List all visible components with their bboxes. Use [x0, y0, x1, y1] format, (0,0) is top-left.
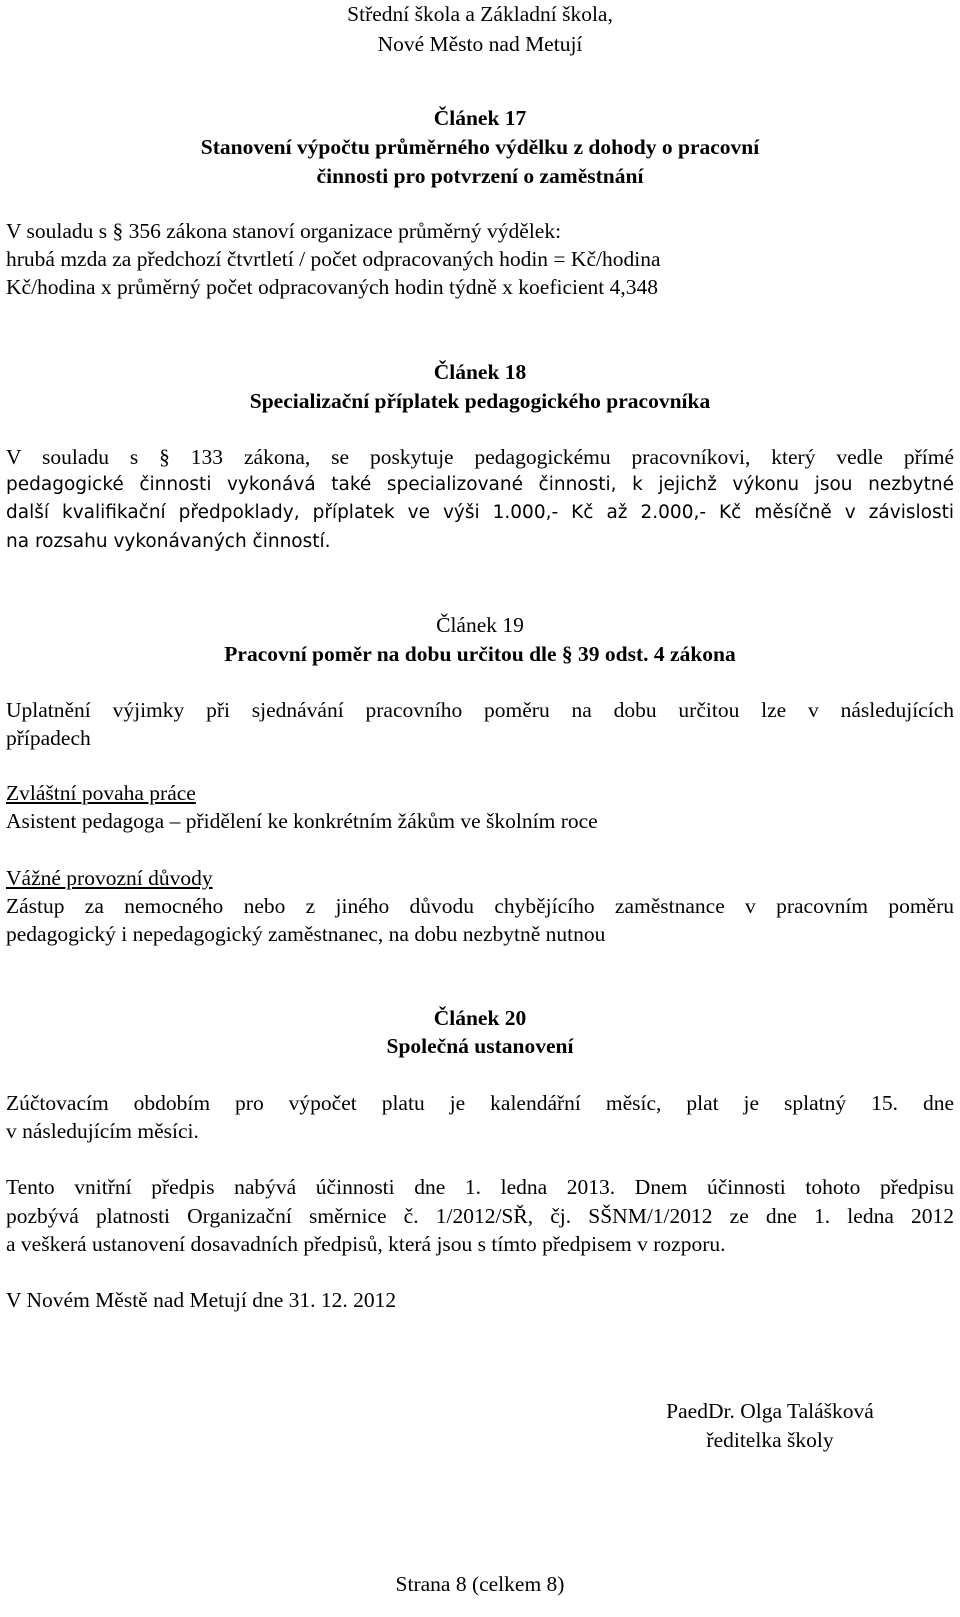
- article-18-text-line: pedagogické činnosti vykonává také specializované činnosti, k jejichž výkonu jsou nezbytné: [6, 474, 954, 495]
- place-and-date: V Novém Městě nad Metují dne 31. 12. 2012: [6, 1288, 397, 1312]
- article-18-text-line: V souladu s § 133 zákona, se poskytuje pedagogickému pracovníkovi, který vedle přímé: [6, 445, 954, 469]
- article-17-subtitle: Stanovení výpočtu průměrného výdělku z dohody o pracovní: [200, 135, 760, 159]
- article-20-text-line: Tento vnitřní předpis nabývá účinnosti dne 1. ledna 2013. Dnem účinnosti tohoto předpisu: [6, 1175, 954, 1199]
- page-footer: Strana 8 (celkem 8): [395, 1572, 565, 1596]
- article-20-text-line: Zúčtovacím obdobím pro výpočet platu je kalendářní měsíc, plat je splatný 15. dne: [6, 1091, 954, 1115]
- article-17-title: Článek 17: [433, 106, 527, 130]
- article-19-intro-line: Uplatnění výjimky při sjednávání pracovního poměru na dobu určitou lze v následujících: [6, 698, 954, 722]
- article-19-text-line: Zástup za nemocného nebo z jiného důvodu chybějícího zaměstnance v pracovním poměru: [6, 894, 954, 918]
- article-19-title: Článek 19: [436, 613, 524, 637]
- article-20-text-line: v následujícím měsíci.: [6, 1119, 199, 1143]
- header-school-name: Střední škola a Základní škola,: [347, 2, 613, 26]
- article-19-heading-special-nature: Zvláštní povaha práce: [6, 781, 196, 805]
- article-20-title: Článek 20: [433, 1006, 527, 1030]
- article-17-text-line: Kč/hodina x průměrný počet odpracovaných hodin týdně x koeficient 4,348: [6, 275, 658, 299]
- article-20-text-line: pozbývá platnosti Organizační směrnice č. 1/2012/SŘ, čj. SŠNM/1/2012 ze dne 1. ledna 2012: [6, 1204, 954, 1228]
- article-17-subtitle-cont: činnosti pro potvrzení o zaměstnání: [316, 164, 644, 188]
- article-20-text-line: a veškerá ustanovení dosavadních předpisů, která jsou s tímto předpisem v rozporu.: [6, 1232, 726, 1256]
- article-19-text-line: pedagogický i nepedagogický zaměstnanec, na dobu nezbytně nutnou: [6, 922, 606, 946]
- article-19-text-line: Asistent pedagoga – přidělení ke konkrétním žákům ve školním roce: [6, 809, 598, 833]
- article-19-subtitle: Pracovní poměr na dobu určitou dle § 39 odst. 4 zákona: [224, 642, 736, 666]
- article-20-subtitle: Společná ustanovení: [386, 1034, 574, 1058]
- header-school-town: Nové Město nad Metují: [377, 32, 583, 56]
- signature-role: ředitelka školy: [706, 1428, 834, 1452]
- article-18-text-line: další kvalifikační předpoklady, příplatek ve výši 1.000,- Kč až 2.000,- Kč měsíčně v závislosti: [6, 502, 954, 523]
- article-19-intro-line: případech: [6, 726, 91, 750]
- article-19-heading-operational-reasons: Vážné provozní důvody: [6, 866, 213, 890]
- article-17-text-line: V souladu s § 356 zákona stanoví organizace průměrný výdělek:: [6, 219, 562, 243]
- signature-name: PaedDr. Olga Talášková: [666, 1399, 874, 1423]
- article-18-text-line: na rozsahu vykonávaných činností.: [6, 531, 331, 552]
- article-17-text-line: hrubá mzda za předchozí čtvrtletí / počet odpracovaných hodin = Kč/hodina: [6, 247, 661, 271]
- article-18-title: Článek 18: [433, 360, 527, 384]
- article-18-subtitle: Specializační příplatek pedagogického pracovníka: [249, 389, 711, 413]
